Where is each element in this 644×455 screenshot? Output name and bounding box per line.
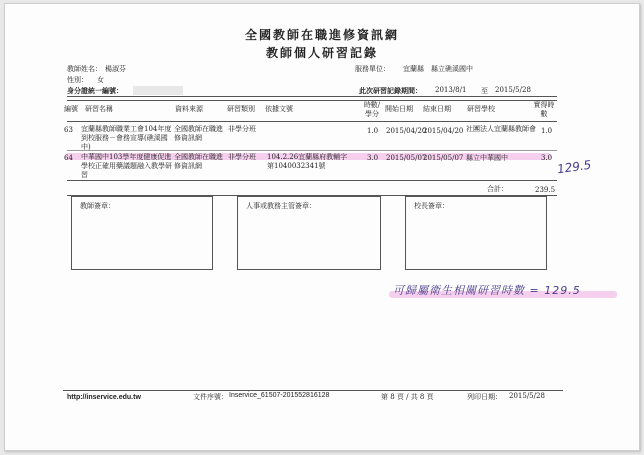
row-start: 2015/05/07 [386,154,427,162]
id-number-label: 身分證統一編號： [67,86,123,95]
document-subtitle: 教師個人研習記錄 [265,46,378,60]
teacher-signature-label: 教師簽章： [80,202,115,210]
principal-signature-box [405,196,547,270]
footer-url: http://inservice.edu.tw [67,394,141,401]
row-end: 2015/05/07 [423,154,464,162]
teacher-name-value: 楊淑芬 [105,65,126,73]
row-divider [67,150,557,151]
teacher-name-label: 教師姓名： [67,65,102,73]
info-underline [67,96,557,97]
row-basis: 104.2.26宜蘭縣府教輔字第1040032341號 [267,153,348,170]
header-hours: 時數/學分 [363,101,381,118]
doc-serial-label: 文件序號： [193,393,228,401]
handwritten-note: 可歸屬衛生相關研習時數 = 129.5 [393,284,581,297]
teacher-signature-box [71,196,213,270]
header-no: 編號 [64,105,78,113]
table-header-rule [67,121,557,122]
service-unit-label: 服務單位： [355,65,390,73]
page-indicator: 第 8 頁 / 共 8 頁 [381,393,434,401]
header-credited: 實得時數 [533,101,555,118]
row-source: 全國教師在職進修資訊網 [174,153,223,170]
row-name: 宜蘭縣教師職業工會104年度到校服務－會務宣導(礁溪國中) [81,125,172,151]
gender-label: 性別： [67,76,88,84]
table-bottom-rule [67,180,557,181]
total-value: 239.5 [535,186,556,194]
personnel-signature-label: 人事或教務主管簽章： [246,202,316,210]
document-title: 全國教師在職進修資訊網 [244,28,399,42]
row-category: 非學分班 [228,153,256,161]
header-category: 研習類別 [227,105,255,113]
total-label: 合計： [487,185,508,193]
principal-signature-label: 校長簽章： [414,202,449,210]
period-to: 2015/5/28 [495,86,531,94]
row-school: 社團法人宜蘭縣教師會 [466,125,536,133]
row-name: 中華國中103學年度健康促進學校正確用藥議題融入教學研習 [81,153,172,179]
header-source: 資料來源 [175,105,203,113]
handwritten-margin-note: 129.5 [556,157,593,177]
period-label: 此次研習記錄期間： [359,86,422,95]
row-no: 64 [64,154,73,162]
print-date-label: 列印日期： [467,393,502,401]
table-top-rule [67,100,557,101]
row-no: 63 [64,126,73,134]
row-school: 縣立中華國中 [466,154,508,162]
doc-serial-value: Inservice_61507-201552816128 [229,392,330,399]
header-school: 研習學校 [467,105,495,113]
footer-rule [63,390,563,391]
row-hours: 3.0 [367,154,379,162]
personnel-signature-box [237,196,381,270]
period-from: 2013/8/1 [435,86,467,94]
header-end: 結束日期 [423,105,451,113]
header-start: 開始日期 [385,105,413,113]
row-credited: 1.0 [541,127,553,135]
id-number-redacted [133,86,183,95]
row-category: 非學分班 [228,125,256,133]
period-to-label: 至 [481,87,488,95]
row-hours: 1.0 [367,127,379,135]
header-name: 研習名稱 [85,105,113,113]
row-source: 全國教師在職進修資訊網 [174,125,223,142]
document-page [4,3,640,451]
service-unit-value: 宜蘭縣 縣立礁溪國中 [403,65,473,73]
header-basis: 依據文號 [265,105,293,113]
print-date-value: 2015/5/28 [509,392,545,400]
row-end: 2015/04/20 [423,127,464,135]
gender-value: 女 [97,76,104,84]
row-credited: 3.0 [541,154,553,162]
row-start: 2015/04/20 [386,127,427,135]
